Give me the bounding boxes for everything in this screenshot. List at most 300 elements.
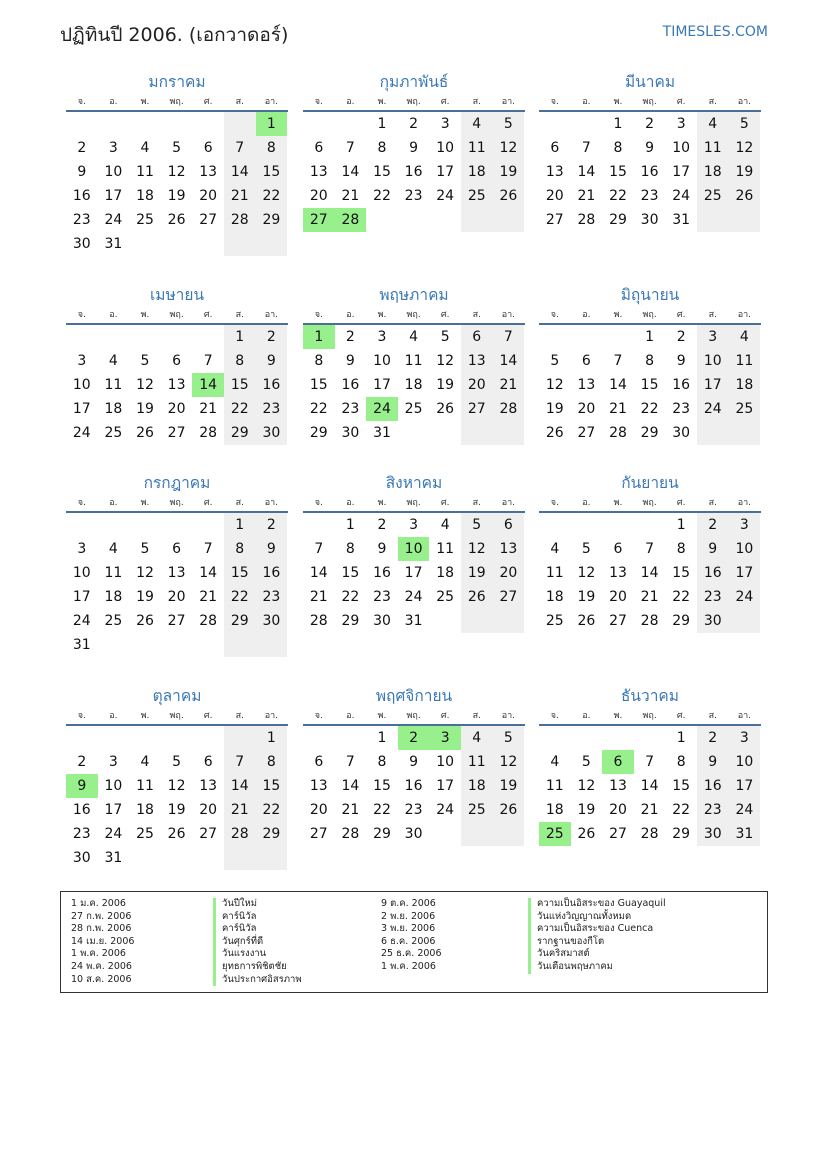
weekday-header (66, 94, 288, 112)
day-cell: 10 (729, 537, 761, 561)
day-cell: 16 (697, 561, 729, 585)
day-cell: 21 (493, 373, 525, 397)
day-cell: 20 (167, 401, 186, 417)
weekday-header (539, 307, 761, 325)
weekday-label: พฤ. (406, 310, 421, 320)
month-name: มิถุนายน (620, 286, 680, 304)
day-cell: 21 (341, 188, 360, 204)
week-row (303, 208, 525, 232)
day-cell: 7 (645, 754, 655, 770)
legend-holiday-name: วันปีใหม่ (213, 898, 302, 911)
day-cell: 21 (640, 802, 659, 818)
day-cell: 21 (640, 589, 659, 605)
day-cell: 15 (373, 164, 391, 180)
weekday-header (303, 495, 525, 513)
weekday-label: จ. (314, 711, 323, 721)
day-cell: 13 (609, 778, 627, 794)
empty-day-cell (192, 633, 224, 657)
weekday-header (539, 708, 761, 726)
day-cell: 22 (640, 401, 659, 417)
day-cell: 20 (609, 589, 627, 605)
day-cell: 5 (550, 353, 560, 369)
week-row (303, 774, 525, 798)
day-cell: 1 (613, 116, 623, 132)
day-cell: 18 (545, 589, 564, 605)
weekday-label: อ. (346, 498, 355, 508)
day-cell: 10 (672, 140, 691, 156)
empty-day-cell (192, 325, 224, 349)
day-cell: 8 (224, 349, 256, 373)
week-row (539, 822, 761, 846)
week-row (66, 585, 288, 609)
day-cell: 12 (167, 778, 186, 794)
empty-day-cell (303, 112, 335, 136)
day-cell: 27 (199, 826, 218, 842)
day-cell: 22 (672, 802, 691, 818)
day-cell: 31 (104, 850, 123, 866)
day-cell: 22 (373, 188, 391, 204)
holiday-day-cell: 3 (429, 726, 461, 750)
day-cell: 7 (203, 541, 213, 557)
day-cell: 18 (136, 188, 154, 204)
day-cell: 13 (309, 778, 328, 794)
day-cell: 1 (377, 730, 387, 746)
week-row (539, 513, 761, 537)
day-cell: 8 (613, 140, 623, 156)
day-cell: 10 (104, 778, 123, 794)
week-row (539, 561, 761, 585)
day-cell: 2 (77, 140, 87, 156)
day-cell: 12 (577, 565, 596, 581)
week-row (539, 750, 761, 774)
empty-day-cell (224, 232, 256, 256)
holiday-day-cell: 27 (303, 208, 335, 232)
day-cell: 11 (461, 136, 493, 160)
weekday-label: ศ. (440, 97, 450, 107)
day-cell: 12 (167, 164, 186, 180)
day-cell: 14 (609, 377, 627, 393)
day-cell: 25 (461, 184, 493, 208)
legend-holiday-date: 1 พ.ค. 2006 (381, 960, 436, 972)
day-cell: 26 (493, 798, 525, 822)
weekday-label: พ. (140, 310, 150, 320)
day-cell: 9 (409, 140, 419, 156)
day-cell: 20 (577, 401, 596, 417)
empty-day-cell (461, 609, 493, 633)
day-cell: 19 (167, 802, 186, 818)
day-cell: 13 (609, 565, 627, 581)
weekday-header (66, 708, 288, 726)
day-cell: 26 (461, 585, 493, 609)
empty-day-cell (224, 726, 256, 750)
month-name: พฤษภาคม (379, 286, 449, 304)
day-cell: 14 (224, 160, 256, 184)
day-cell: 1 (224, 513, 256, 537)
day-cell: 17 (729, 774, 761, 798)
day-cell: 18 (104, 589, 123, 605)
weekday-label: อ. (582, 711, 591, 721)
day-cell: 11 (104, 565, 123, 581)
empty-day-cell (461, 421, 493, 445)
legend-holiday-date: 2 พ.ย. 2006 (381, 910, 436, 922)
day-cell: 23 (404, 188, 423, 204)
weekday-label: อา. (264, 498, 279, 508)
day-cell: 28 (493, 397, 525, 421)
day-cell: 13 (493, 537, 525, 561)
weekday-label: จ. (77, 97, 86, 107)
weekday-label: อ. (346, 310, 355, 320)
empty-day-cell (571, 112, 603, 136)
day-cell: 5 (172, 754, 182, 770)
site-link[interactable]: TIMESLES.COM (662, 24, 768, 40)
week-row (539, 774, 761, 798)
week-row (303, 513, 525, 537)
day-cell: 14 (577, 164, 596, 180)
weekday-label: ส. (472, 310, 481, 320)
day-cell: 15 (256, 160, 288, 184)
day-cell: 25 (461, 798, 493, 822)
day-cell: 18 (436, 565, 455, 581)
day-cell: 12 (493, 750, 525, 774)
day-cell: 24 (729, 585, 761, 609)
day-cell: 28 (224, 822, 256, 846)
day-cell: 6 (203, 140, 213, 156)
day-cell: 22 (224, 585, 256, 609)
empty-day-cell (539, 513, 571, 537)
weekday-label: ส. (235, 310, 244, 320)
day-cell: 24 (729, 798, 761, 822)
weekday-label: ศ. (676, 310, 686, 320)
day-cell: 10 (436, 140, 455, 156)
weekday-label: จ. (77, 310, 86, 320)
day-cell: 20 (199, 802, 218, 818)
day-cell: 21 (309, 589, 328, 605)
week-row (303, 750, 525, 774)
day-cell: 13 (545, 164, 564, 180)
day-cell: 24 (436, 802, 455, 818)
empty-day-cell (98, 112, 130, 136)
day-cell: 7 (581, 140, 591, 156)
week-row (66, 798, 288, 822)
day-cell: 5 (172, 140, 182, 156)
day-cell: 22 (256, 184, 288, 208)
weekday-label: พฤ. (406, 97, 421, 107)
day-cell: 12 (461, 537, 493, 561)
day-cell: 14 (640, 778, 659, 794)
day-cell: 15 (224, 373, 256, 397)
day-cell: 7 (224, 750, 256, 774)
week-row (66, 561, 288, 585)
empty-day-cell (571, 513, 603, 537)
empty-day-cell (161, 513, 193, 537)
day-cell: 21 (577, 188, 596, 204)
day-cell: 8 (224, 537, 256, 561)
day-cell: 24 (72, 613, 91, 629)
day-cell: 23 (672, 401, 691, 417)
day-cell: 15 (373, 778, 391, 794)
day-cell: 17 (104, 802, 123, 818)
day-cell: 6 (493, 513, 525, 537)
day-cell: 26 (729, 184, 761, 208)
day-cell: 18 (404, 377, 423, 393)
empty-day-cell (493, 421, 525, 445)
day-cell: 6 (203, 754, 213, 770)
empty-day-cell (66, 513, 98, 537)
day-cell: 25 (136, 826, 154, 842)
day-cell: 30 (697, 822, 729, 846)
empty-day-cell (98, 325, 130, 349)
month-calendar (303, 684, 525, 846)
day-cell: 21 (224, 798, 256, 822)
day-cell: 21 (341, 802, 360, 818)
weekday-label: จ. (550, 498, 559, 508)
weekday-label: จ. (550, 711, 559, 721)
day-cell: 20 (309, 188, 328, 204)
day-cell: 8 (314, 353, 324, 369)
day-cell: 19 (136, 401, 154, 417)
empty-day-cell (429, 421, 461, 445)
weekday-label: ศ. (440, 310, 450, 320)
day-cell: 29 (373, 826, 391, 842)
day-cell: 3 (676, 116, 686, 132)
legend-holiday-name: คาร์นิวัล (213, 911, 302, 924)
legend-holiday-name: ยุทธการพิชิตชัย (213, 961, 302, 974)
day-cell: 11 (461, 750, 493, 774)
empty-day-cell (571, 726, 603, 750)
day-cell: 30 (697, 609, 729, 633)
day-cell: 19 (577, 802, 596, 818)
day-cell: 16 (404, 778, 423, 794)
day-cell: 18 (729, 373, 761, 397)
weekday-header (66, 495, 288, 513)
day-cell: 17 (373, 377, 391, 393)
day-cell: 7 (645, 541, 655, 557)
holiday-day-cell: 9 (66, 774, 98, 798)
legend-left-dates (71, 898, 134, 986)
day-cell: 20 (167, 589, 186, 605)
weekday-label: จ. (314, 498, 323, 508)
day-cell: 3 (377, 329, 387, 345)
holiday-day-cell: 1 (303, 325, 335, 349)
day-cell: 8 (645, 353, 655, 369)
day-cell: 23 (697, 585, 729, 609)
day-cell: 29 (256, 208, 288, 232)
month-name: กุมภาพันธ์ (379, 73, 449, 91)
week-row (303, 349, 525, 373)
day-cell: 9 (645, 140, 655, 156)
day-cell: 11 (136, 164, 154, 180)
weekday-label: พฤ. (642, 310, 657, 320)
empty-day-cell (493, 208, 525, 232)
day-cell: 4 (409, 329, 419, 345)
day-cell: 15 (256, 774, 288, 798)
legend-holiday-date: 3 พ.ย. 2006 (381, 923, 436, 935)
day-cell: 7 (203, 353, 213, 369)
weekday-label: พ. (613, 310, 623, 320)
week-row (66, 421, 288, 445)
day-cell: 6 (172, 353, 182, 369)
day-cell: 19 (493, 160, 525, 184)
day-cell: 12 (493, 136, 525, 160)
empty-day-cell (66, 112, 98, 136)
page-header (60, 18, 768, 48)
weekday-label: พ. (613, 97, 623, 107)
day-cell: 1 (377, 116, 387, 132)
day-cell: 2 (256, 513, 288, 537)
day-cell: 27 (461, 397, 493, 421)
day-cell: 24 (404, 589, 423, 605)
day-cell: 9 (697, 537, 729, 561)
day-cell: 6 (172, 541, 182, 557)
week-row (303, 609, 525, 633)
legend-holiday-name: วันแห่งวิญญาณทั้งหมด (528, 911, 666, 924)
day-cell: 28 (577, 212, 596, 228)
week-row (539, 585, 761, 609)
month-name: ธันวาคม (620, 687, 680, 705)
week-row (66, 112, 288, 136)
month-name: กันยายน (621, 474, 679, 492)
day-cell: 24 (672, 188, 691, 204)
day-cell: 13 (309, 164, 328, 180)
day-cell: 4 (440, 517, 450, 533)
weekday-label: ส. (708, 97, 717, 107)
weekday-label: ส. (472, 498, 481, 508)
day-cell: 27 (609, 613, 627, 629)
holiday-day-cell: 24 (366, 397, 398, 421)
day-cell: 18 (461, 774, 493, 798)
day-cell: 30 (72, 236, 91, 252)
day-cell: 19 (493, 774, 525, 798)
month-calendar (303, 471, 525, 633)
day-cell: 16 (640, 164, 659, 180)
weekday-label: พฤ. (169, 498, 184, 508)
holiday-day-cell: 2 (398, 726, 430, 750)
day-cell: 28 (640, 613, 659, 629)
empty-day-cell (161, 325, 193, 349)
day-cell: 16 (256, 373, 288, 397)
holiday-day-cell: 28 (335, 208, 367, 232)
day-cell: 9 (77, 164, 87, 180)
empty-day-cell (697, 208, 729, 232)
day-cell: 4 (729, 325, 761, 349)
weekday-label: ส. (235, 711, 244, 721)
weekday-label: จ. (550, 310, 559, 320)
weekday-label: อ. (346, 711, 355, 721)
weekday-label: ศ. (203, 711, 213, 721)
weekday-label: พฤ. (406, 498, 421, 508)
week-row (539, 112, 761, 136)
day-cell: 31 (404, 613, 423, 629)
day-cell: 6 (581, 353, 591, 369)
day-cell: 20 (545, 188, 564, 204)
day-cell: 23 (256, 397, 288, 421)
week-row (539, 184, 761, 208)
day-cell: 10 (72, 565, 91, 581)
day-cell: 3 (440, 116, 450, 132)
week-row (303, 325, 525, 349)
day-cell: 15 (309, 377, 328, 393)
day-cell: 4 (140, 140, 150, 156)
day-cell: 11 (136, 778, 154, 794)
week-row (66, 537, 288, 561)
day-cell: 25 (729, 397, 761, 421)
empty-day-cell (98, 726, 130, 750)
day-cell: 15 (609, 164, 627, 180)
day-cell: 3 (77, 541, 87, 557)
day-cell: 5 (493, 112, 525, 136)
day-cell: 13 (199, 778, 218, 794)
weekday-label: ส. (708, 711, 717, 721)
empty-day-cell (729, 208, 761, 232)
empty-day-cell (493, 822, 525, 846)
empty-day-cell (398, 208, 430, 232)
day-cell: 6 (613, 541, 623, 557)
holiday-legend (60, 891, 768, 993)
day-cell: 22 (672, 589, 691, 605)
legend-holiday-date: 25 ธ.ค. 2006 (381, 948, 442, 960)
month-calendar (303, 70, 525, 232)
day-cell: 16 (697, 774, 729, 798)
day-cell: 5 (493, 726, 525, 750)
day-cell: 22 (309, 401, 328, 417)
empty-day-cell (66, 325, 98, 349)
weekday-label: อา. (264, 711, 279, 721)
empty-day-cell (729, 609, 761, 633)
day-cell: 23 (341, 401, 360, 417)
empty-day-cell (303, 513, 335, 537)
day-cell: 29 (224, 609, 256, 633)
empty-day-cell (224, 633, 256, 657)
empty-day-cell (161, 846, 193, 870)
weekday-label: อา. (501, 498, 516, 508)
legend-holiday-name: วันคริสมาสต์ (528, 948, 666, 961)
weekday-label: อ. (582, 310, 591, 320)
day-cell: 23 (373, 589, 391, 605)
week-row (66, 397, 288, 421)
day-cell: 23 (640, 188, 659, 204)
week-row (539, 349, 761, 373)
legend-right-dates (381, 898, 442, 974)
week-row (303, 136, 525, 160)
day-cell: 9 (697, 750, 729, 774)
weekday-header (539, 495, 761, 513)
day-cell: 16 (72, 188, 91, 204)
weekday-label: ศ. (203, 97, 213, 107)
weekday-label: อา. (737, 310, 752, 320)
day-cell: 23 (72, 212, 91, 228)
empty-day-cell (161, 232, 193, 256)
day-cell: 2 (77, 754, 87, 770)
day-cell: 10 (373, 353, 391, 369)
day-cell: 27 (609, 826, 627, 842)
legend-holiday-date: 14 เม.ย. 2006 (71, 935, 135, 947)
day-cell: 29 (672, 826, 691, 842)
day-cell: 29 (640, 425, 659, 441)
empty-day-cell (461, 822, 493, 846)
day-cell: 6 (461, 325, 493, 349)
empty-day-cell (634, 513, 666, 537)
week-row (303, 561, 525, 585)
day-cell: 7 (345, 754, 355, 770)
month-calendar (539, 471, 761, 633)
week-row (303, 421, 525, 445)
weekday-label: พ. (140, 711, 150, 721)
empty-day-cell (256, 633, 288, 657)
day-cell: 29 (256, 822, 288, 846)
day-cell: 27 (309, 826, 328, 842)
week-row (539, 397, 761, 421)
day-cell: 16 (373, 565, 391, 581)
